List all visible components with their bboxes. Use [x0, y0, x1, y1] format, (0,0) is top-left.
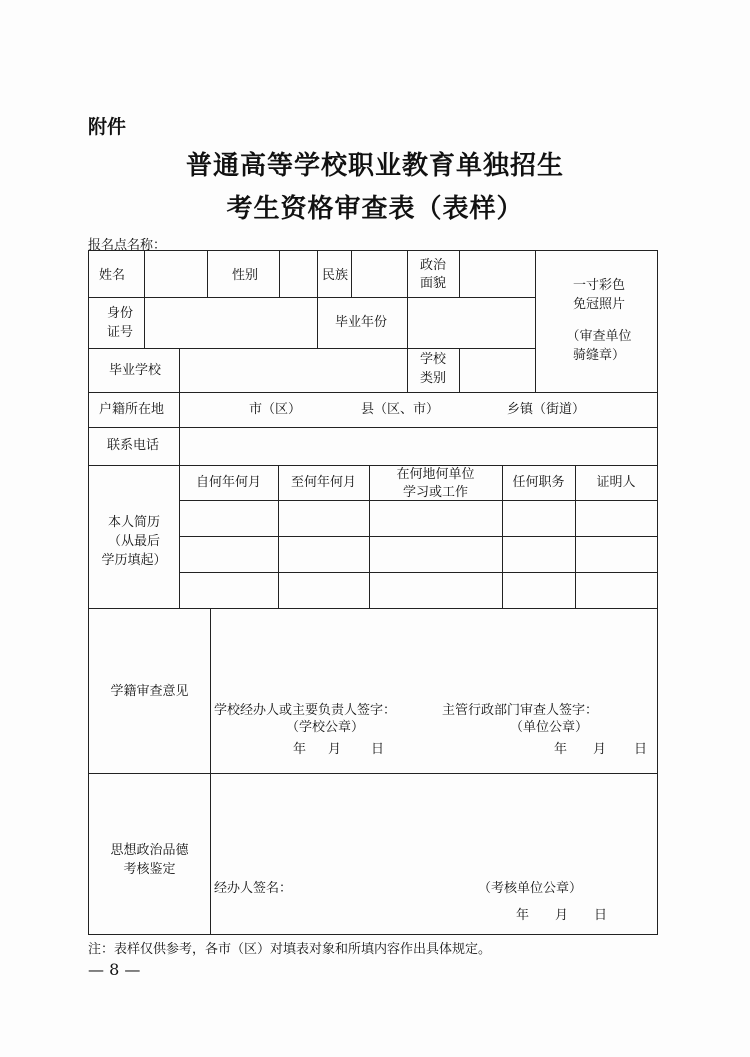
- household-county: 县（区、市）: [361, 402, 440, 417]
- moral-date-year: 年: [516, 908, 530, 923]
- admin-date-year: 年: [554, 742, 568, 757]
- assess-seal-label: （考核单位公章）: [478, 881, 583, 896]
- phone-label: 联系电话: [107, 438, 160, 453]
- admin-seal-label: （单位公章）: [510, 720, 589, 735]
- gender-label: 性别: [232, 268, 259, 283]
- page-number: — 8 —: [88, 960, 141, 979]
- page-title-line2: 考生资格审查表（表样）: [226, 194, 524, 224]
- photo-label-2: 免冠照片: [572, 297, 625, 312]
- resume-header-position: 任何职务: [512, 475, 565, 490]
- grad-year-label: 毕业年份: [335, 315, 388, 330]
- household-label: 户籍所在地: [99, 402, 165, 417]
- id-label-2: 证号: [107, 325, 134, 340]
- moral-label-1: 思想政治品德: [110, 843, 189, 858]
- photo-label-3: （审查单位: [566, 329, 632, 344]
- handler-sign-label: 经办人签名：: [214, 881, 293, 896]
- registration-site-label: 报名点名称：: [88, 238, 167, 253]
- school-type-label-2: 类别: [420, 371, 447, 386]
- household-town: 乡镇（街道）: [507, 402, 586, 417]
- ethnicity-label: 民族: [322, 268, 349, 283]
- enrollment-review-label: 学籍审查意见: [110, 684, 189, 699]
- admin-date-day: 日: [634, 742, 648, 757]
- resume-label-3: 学历填起）: [101, 553, 167, 568]
- resume-header-where-2: 学习或工作: [402, 485, 468, 500]
- moral-label-2: 考核鉴定: [123, 862, 176, 877]
- household-city: 市（区）: [249, 402, 302, 417]
- school-type-label-1: 学校: [420, 352, 447, 367]
- photo-label-4: 骑缝章）: [572, 348, 625, 363]
- admin-sign-label: 主管行政部门审查人签字：: [442, 703, 599, 718]
- school-seal-label: （学校公章）: [286, 720, 365, 735]
- school-date-year: 年: [293, 742, 307, 757]
- admin-date-month: 月: [593, 742, 607, 757]
- moral-date-day: 日: [594, 908, 608, 923]
- resume-header-from: 自何年何月: [195, 475, 261, 490]
- resume-header-where-1: 在何地何单位: [396, 467, 475, 482]
- name-label: 姓名: [99, 268, 126, 283]
- resume-label-1: 本人简历: [107, 515, 160, 530]
- political-label-2: 面貌: [420, 276, 447, 291]
- grad-school-label: 毕业学校: [109, 363, 162, 378]
- attachment-label: 附件: [88, 116, 127, 138]
- qualification-form: [88, 250, 658, 935]
- resume-header-to: 至何年何月: [290, 475, 356, 490]
- id-label-1: 身份: [107, 306, 134, 321]
- photo-label-1: 一寸彩色: [572, 278, 625, 293]
- school-date-month: 月: [328, 742, 342, 757]
- resume-header-witness: 证明人: [596, 475, 636, 490]
- moral-date-month: 月: [555, 908, 569, 923]
- resume-label-2: （从最后: [107, 534, 160, 549]
- footnote: 注：表样仅供参考，各市（区）对填表对象和所填内容作出具体规定。: [88, 942, 492, 957]
- political-label-1: 政治: [420, 258, 447, 273]
- page-title-line1: 普通高等学校职业教育单独招生: [185, 151, 564, 181]
- school-sign-label: 学校经办人或主要负责人签字：: [214, 703, 397, 718]
- school-date-day: 日: [371, 742, 385, 757]
